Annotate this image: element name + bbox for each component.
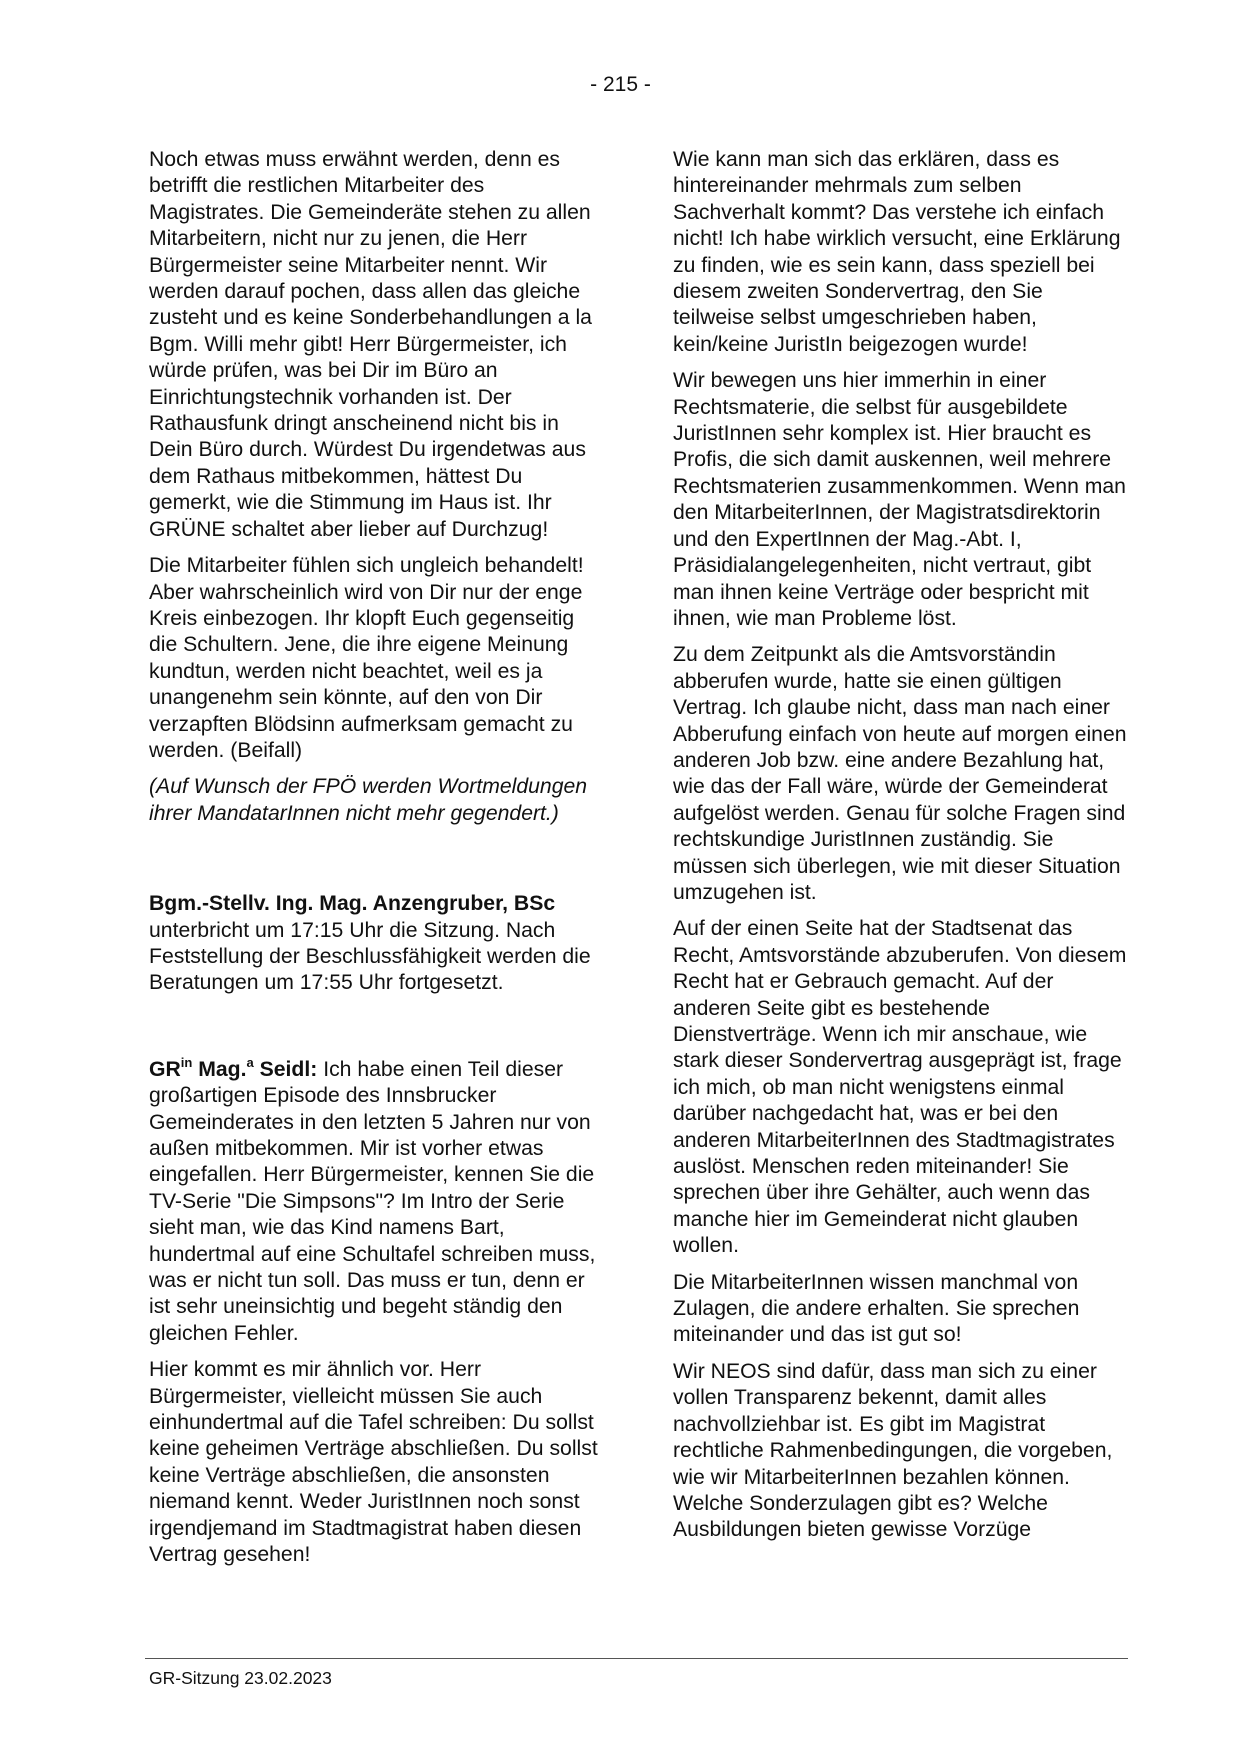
speaker-degree-sup: a [246,1054,254,1070]
paragraph: Wir bewegen uns hier immerhin in einer Rechtsmaterie, die selbst für ausgebildete JuristInnen sehr komplex ist. Hier braucht es Profis, die sich damit auskennen, weil mehrere Rechtsmaterien zusammenkommen. Wenn man den MitarbeiterInnen, der Magistratsdirektorin und den ExpertInnen der Mag.-Abt. I, Präsidialangelegenheiten, nicht vertraut, gibt man ihnen keine Verträge oder bespricht mit ihnen, wie man Probleme löst. [673,369,1126,630]
left-column [149,147,604,1579]
paragraph: Die Mitarbeiter fühlen sich ungleich behandelt! Aber wahrscheinlich wird von Dir nur der enge Kreis einbezogen. Ihr klopft Euch gegenseitig die Schultern. Jene, die ihre eigene Meinung kundtun, werden nicht beachtet, weil es ja unangenehm sein könnte, auf den von Dir verzapften Blödsinn aufmerksam gemacht zu werden. (Beifall) [149,554,584,762]
footer-session-date: GR-Sitzung 23.02.2023 [149,1668,332,1688]
right-column [673,147,1128,1554]
speaker-title: GR [149,1057,181,1081]
paragraph: Wie kann man sich das erklären, dass es hintereinander mehrmals zum selben Sachverhalt kommt? Das verstehe ich einfach nicht! Ich habe wirklich versucht, eine Erklärung zu finden, wie es sein kann, dass speziell bei diesem zweiten Sondervertrag, den Sie teilweise selbst umgeschrieben haben, kein/keine JuristIn beigezogen wurde! [673,148,1121,356]
footer-divider [145,1658,1128,1659]
speech-paragraph [149,1054,604,1347]
speaker-title-sup: in [180,1054,193,1070]
paragraph: Wir NEOS sind dafür, dass man sich zu einer vollen Transparenz bekennt, damit alles nachvollziehbar ist. Es gibt im Magistrat rechtliche Rahmenbedingungen, die vorgeben, wie wir MitarbeiterInnen bezahlen können. Welche Sonderzulagen gibt es? Welche Ausbildungen bieten gewisse Vorzüge [673,1359,1113,1542]
session-interruption-paragraph [149,891,604,997]
speaker-name [149,1054,318,1081]
paragraph: Hier kommt es mir ähnlich vor. Herr Bürgermeister, vielleicht müssen Sie auch einhundertmal auf die Tafel schreiben: Du sollst keine geheimen Verträge abschließen. Du sollst keine Verträge abschließen, die ansonsten niemand kennt. Weder JuristInnen noch sonst irgendjemand im Stadtmagistrat haben diesen Vertrag gesehen! [149,1358,598,1567]
paragraph: Noch etwas muss erwähnt werden, denn es betrifft die restlichen Mitarbeiter des Magistrates. Die Gemeinderäte stehen zu allen Mitarbeitern, nicht nur zu jenen, die Herr Bürgermeister seine Mitarbeiter nennt. Wir werden darauf pochen, dass allen das gleiche zusteht und es keine Sonderbehandlungen a la Bgm. Willi mehr gibt! Herr Bürgermeister, ich würde prüfen, was bei Dir im Büro an Einrichtungstechnik vorhanden ist. Der Rathausfunk dringt anscheinend nicht bis in Dein Büro durch. Würdest Du irgendetwas aus dem Rathaus mitbekommen, hättest Du gemerkt, wie die Stimmung im Haus ist. Ihr GRÜNE schaltet aber lieber auf Durchzug! [149,148,592,541]
page-number: - 215 - [590,73,651,96]
speaker-name: Bgm.-Stellv. Ing. Mag. Anzengruber, BSc [149,892,556,916]
paragraph: Auf der einen Seite hat der Stadtsenat das Recht, Amtsvorstände abzuberufen. Von diesem Recht hat er Gebrauch gemacht. Auf der anderen Seite gibt es bestehende Dienstverträge. Wenn ich mir anschaue, wie stark dieser Sondervertrag ausgeprägt ist, frage ich mich, ob man nicht wenigstens einmal darüber nachgedacht hat, was er bei den anderen MitarbeiterInnen des Stadtmagistrates auslöst. Menschen reden miteinander! Sie sprechen über ihre Gehälter, auch wenn das manche hier im Gemeinderat nicht glauben wollen. [673,917,1127,1258]
speech-text: Ich habe einen Teil dieser großartigen Episode des Innsbrucker Gemeinderates in den letzten 5 Jahren nur von außen mitbekommen. Mir ist vorher etwas eingefallen. Herr Bürgermeister, kennen Sie die TV-Serie "Die Simpsons"? Im Intro der Serie sieht man, wie das Kind namens Bart, hundertmal auf eine Schultafel schreiben muss, was er nicht tun soll. Das muss er tun, denn er ist sehr uneinsichtig und begeht ständig den gleichen Fehler. [149,1057,596,1345]
paragraph: Zu dem Zeitpunkt als die Amtsvorständin abberufen wurde, hatte sie einen gültigen Vertrag. Ich glaube nicht, dass man nach einer Abberufung einfach von heute auf morgen einen anderen Job bzw. eine andere Bezahlung hat, wie das der Fall wäre, würde der Gemeinderat aufgelöst werden. Genau für solche Fragen sind rechtskundige JuristInnen zuständig. Sie müssen sich überlegen, wie mit dieser Situation umzugehen ist. [673,643,1127,904]
session-text: unterbricht um 17:15 Uhr die Sitzung. Nach Feststellung der Beschlussfähigkeit werden die Beratungen um 17:55 Uhr fortgesetzt. [149,918,591,995]
speaker-surname: Seidl: [253,1057,318,1081]
paragraph: Die MitarbeiterInnen wissen manchmal von Zulagen, die andere erhalten. Sie sprechen miteinander und das ist gut so! [673,1270,1080,1347]
speaker-degree: Mag. [192,1057,247,1081]
italic-note: (Auf Wunsch der FPÖ werden Wortmeldungen ihrer MandatarInnen nicht mehr gegendert.) [149,775,588,825]
